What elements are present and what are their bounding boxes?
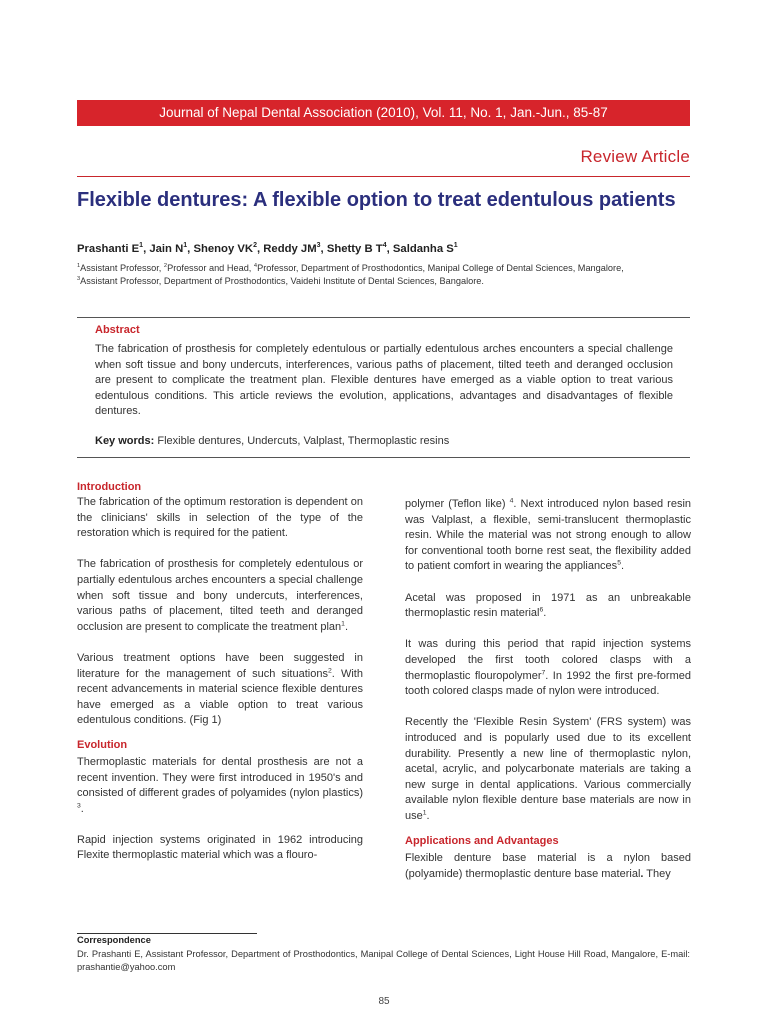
citation: 3 — [77, 802, 81, 810]
section-heading-introduction: Introduction — [77, 481, 142, 493]
paragraph: Rapid injection systems originated in 1962 introducing Flexite thermoplastic material which was a flouro- — [77, 833, 363, 862]
author-list: Prashanti $E^1$, Jain $N^1$, Shenoy $VK^2$, Reddy $JM^3$, Shetty B $T^4$, Saldanha $S^1$ — [77, 242, 458, 255]
paragraph-text: The fabrication of prosthesis for completely edentulous or partially edentulous arches encounters a special challenge when soft tissue and bony undercuts, interferences, various paths of placement, tilted teeth and deranged occlusion are present to complicate the treatment plan — [77, 558, 363, 633]
affiliation-text: Professor and Head, — [167, 263, 254, 273]
paragraph-text: Flexible denture base material is a nylon based (polyamide) thermoplastic denture base material — [405, 852, 691, 881]
affiliation-text: Assistant Professor, Department of Prosthodontics, Vaidehi Institute of Dental Sciences, Bangalore. — [80, 276, 484, 286]
author-name: Jain N — [149, 243, 184, 255]
author-affiliation-marker: 4 — [382, 242, 387, 250]
paragraph: The fabrication of prosthesis for completely edentulous or partially edentulous arches encounters a special challenge when soft tissue and bony undercuts, interferences, various paths of placement, tilted teeth and deranged occlusion are present to complicate the treatment plan$^1$. — [77, 558, 363, 633]
author-name: Saldanha S — [392, 243, 454, 255]
author-affiliation-marker: 1 — [453, 242, 458, 250]
affiliation-line — [77, 263, 690, 273]
citation: 1 — [341, 620, 345, 628]
article-type: Review Article — [580, 147, 690, 166]
citation: 7 — [541, 668, 546, 676]
paragraph-text: . With recent advancements in material science flexible dentures have emerged as a viable option to treat various edentulous conditions. (Fig 1) — [77, 667, 363, 727]
author-affiliation-marker: 1 — [183, 242, 188, 250]
correspondence-text: Dr. Prashanti E, Assistant Professor, Department of Prosthodontics, Manipal College of Dental Sciences, Light House Hill Road, Mangalore, E-mail: prashantie@yahoo.com — [77, 949, 690, 972]
author-name: Prashanti E — [77, 243, 140, 255]
paragraph: Thermoplastic materials for dental prosthesis are not a recent invention. They were first introduced in 1950's and consisted of different grades of polyamides (nylon plastics) $^3$. — [77, 755, 363, 815]
title-divider — [77, 176, 690, 177]
citation: 6 — [539, 606, 544, 614]
affiliation-line — [77, 276, 690, 286]
paragraph: The fabrication of the optimum restoration is dependent on the clinicians' skills in selection of the type of the restoration which is required for the patient. — [77, 496, 363, 540]
correspondence-heading: Correspondence — [77, 935, 151, 945]
author-affiliation-marker: 2 — [253, 242, 257, 250]
abstract-top-rule — [77, 317, 690, 318]
author-name: Shetty B T — [326, 243, 383, 255]
article-title: Flexible dentures: A flexible option to treat edentulous patients — [77, 189, 676, 211]
section-heading-applications: Applications and Advantages — [405, 835, 559, 848]
paragraph-text: Thermoplastic materials for dental prosthesis are not a recent invention. They were first introduced in 1950's and consisted of different grades of polyamides (nylon plastics) — [77, 755, 363, 800]
paragraph-text: Recently the 'Flexible Resin System' (FRS system) was introduced and is popularly used due to its excellent durability. Presently a new line of thermoplastic nylon, acetal, acrylic, and polycarbonate materials are taking a new surge in dental applications. Various commercially available nylon flexible denture base materials are now in use — [405, 716, 691, 822]
paragraph-text: polymer (Teflon like) — [405, 498, 510, 510]
affiliation-marker: 3 — [77, 275, 81, 282]
footnote-rule — [77, 933, 257, 934]
paragraph-text: They — [643, 868, 671, 881]
keywords — [95, 435, 449, 447]
journal-banner: Journal of Nepal Dental Association (2010), Vol. 11, No. 1, Jan.-Jun., 85-87 — [77, 100, 690, 126]
affiliation-marker: 4 — [253, 262, 258, 269]
left-column — [77, 480, 363, 864]
abstract-bottom-rule — [77, 457, 690, 458]
paragraph: Recently the 'Flexible Resin System' (FRS system) was introduced and is popularly used due to its excellent durability. Presently a new line of thermoplastic nylon, acetal, acrylic, and polycarbonate materials are taking a new surge in dental applications. Various commercially available nylon flexible denture base materials are now in use$^1$. — [405, 716, 691, 822]
paragraph — [405, 637, 691, 699]
abstract-text: The fabrication of prosthesis for completely edentulous or partially edentulous arches encounters a special challenge when soft tissue and bony undercuts, interferences, various paths of placement, tilted teeth and deranged occlusion are present to complicate the treatment plan. Flexible dentures have emerged as a viable option to treat various edentulous conditions. This article reviews the evolution, applications, advantages and disadvantages of flexible dentures. — [95, 343, 673, 418]
section-heading-evolution: Evolution — [77, 738, 128, 751]
page-number: 85 — [378, 996, 390, 1007]
author-affiliation-marker: 1 — [139, 242, 144, 250]
paragraph: Flexible denture base material is a nylon based (polyamide) thermoplastic denture base material. They — [405, 852, 691, 881]
right-column — [405, 497, 691, 883]
paragraph-text: Various treatment options have been suggested in literature for the management of such situations — [77, 651, 363, 680]
affiliation-marker: 2 — [163, 262, 168, 269]
author-name: Shenoy VK — [193, 243, 254, 255]
paragraph-text: Acetal was proposed in 1971 as an unbreakable thermoplastic resin material — [405, 591, 691, 620]
paragraph — [77, 651, 363, 729]
paragraph: Acetal was proposed in 1971 as an unbreakable thermoplastic resin material$^6$. — [405, 591, 691, 620]
citation: 4 — [509, 497, 514, 505]
keywords-list: Flexible dentures, Undercuts, Valplast, Thermoplastic resins — [157, 435, 450, 447]
author-name: Reddy JM — [263, 243, 317, 255]
citation: 2 — [327, 666, 332, 674]
keywords-label: Key words: — [95, 435, 155, 447]
citation: 5 — [617, 559, 621, 567]
paragraph-text: It was during this period that rapid injection systems developed the first tooth colored clasps with a thermoplastic flouropolymer — [405, 638, 691, 682]
affiliation-text: Assistant Professor, — [80, 263, 164, 273]
paragraph: polymer (Teflon like) $^4$. Next introduced nylon based resin was Valplast, a flexible, semi-translucent thermoplastic resin. While the material was not strong enough to allow for conventional tooth borne rest seat, the flexibility added to patient comfort in wearing the appliances$^5$. — [405, 497, 691, 573]
affiliation-marker: 1 — [77, 262, 81, 269]
paragraph-text: . In 1992 the first pre-formed tooth colored clasps made of nylon were introduced. — [405, 669, 691, 698]
citation: 1 — [422, 809, 427, 817]
affiliation-text: Professor, Department of Prosthodontics, Manipal College of Dental Sciences, Mangalore, — [257, 263, 624, 273]
paragraph-text: . Next introduced nylon based resin was Valplast, a flexible, semi-translucent thermoplastic resin. While the material was not strong enough to allow for conventional tooth borne rest seat, the flexibility added to patient comfort in wearing the appliances — [405, 498, 691, 573]
author-affiliation-marker: 3 — [316, 242, 321, 250]
abstract-heading: Abstract — [95, 324, 140, 336]
